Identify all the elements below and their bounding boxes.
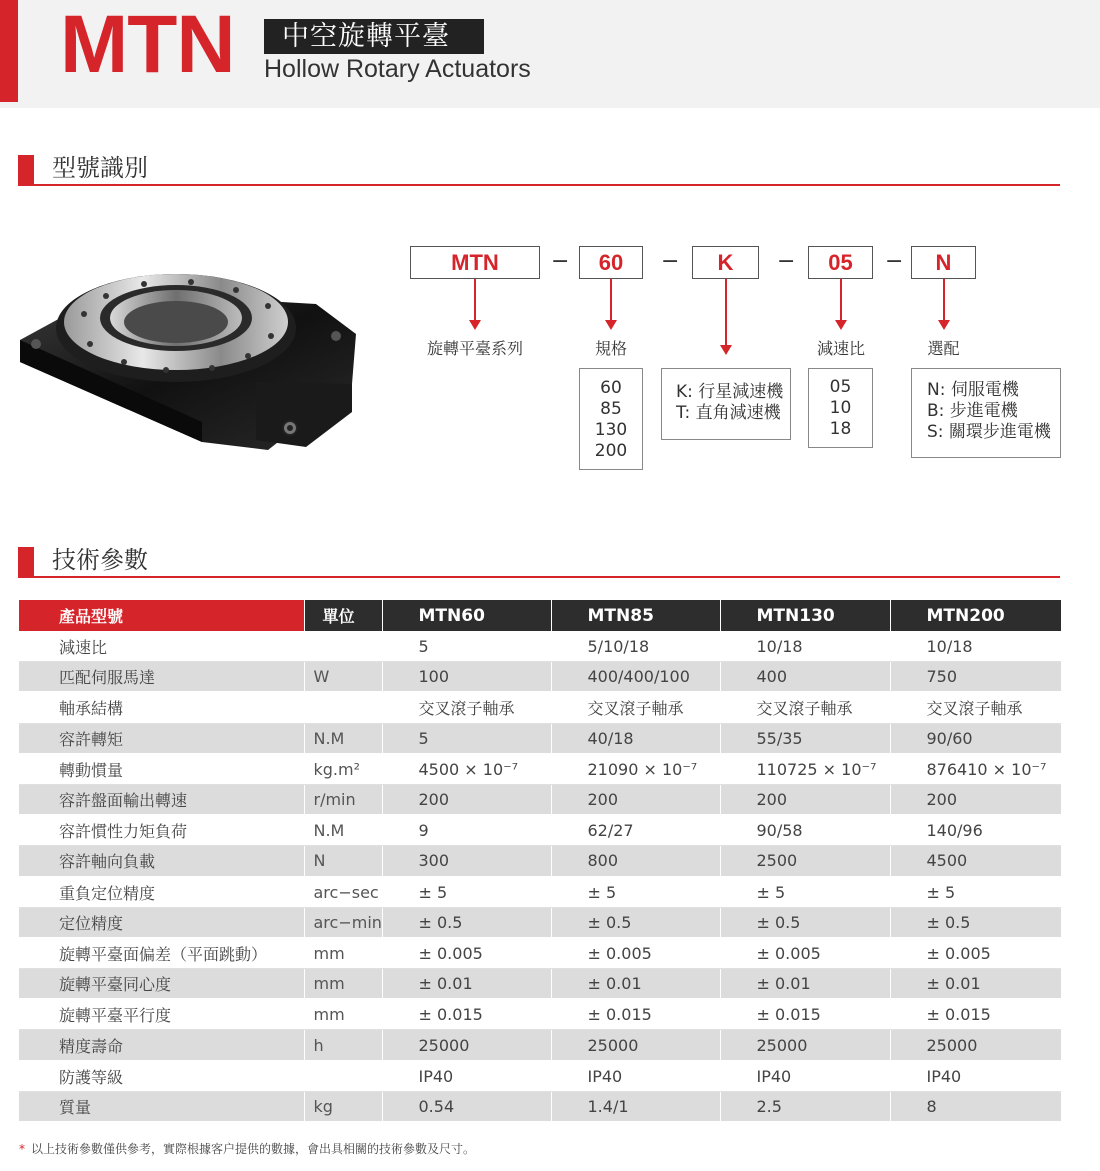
param-name-cell: 減速比 [19, 631, 304, 662]
value-cell: ± 5 [551, 877, 720, 908]
param-name-cell: 容許慣性力矩負荷 [19, 815, 304, 846]
value-cell: 10/18 [720, 631, 890, 662]
value-cell: 876410 × 10⁻⁷ [890, 754, 1061, 785]
table-row [19, 1091, 1061, 1122]
value-cell: ± 0.015 [551, 999, 720, 1030]
value-cell: 5 [382, 631, 551, 662]
label-size: 規格 [594, 339, 627, 358]
code-ratio: 05 [808, 246, 873, 279]
value-cell: 90/60 [890, 723, 1061, 754]
value-cell: 25000 [720, 1030, 890, 1061]
value-cell: 2.5 [720, 1091, 890, 1122]
label-series: 旋轉平臺系列 [426, 339, 523, 358]
table-row [19, 631, 1061, 662]
table-header-row [19, 600, 1061, 631]
option-item: 130 [594, 420, 628, 440]
param-name-cell: 精度壽命 [19, 1030, 304, 1061]
table-row [19, 784, 1061, 815]
value-cell: ± 0.01 [720, 969, 890, 1000]
section-marker [18, 547, 34, 576]
code-separator: − [661, 249, 680, 274]
param-name-cell: 旋轉平臺平行度 [19, 999, 304, 1030]
header-cell: MTN85 [551, 600, 720, 631]
value-cell: 8 [890, 1091, 1061, 1122]
arrow-line [725, 279, 727, 346]
table-row [19, 692, 1061, 723]
option-item: 10 [829, 398, 852, 418]
value-cell: 400 [720, 662, 890, 693]
value-cell: 交叉滾子軸承 [551, 692, 720, 723]
value-cell: 25000 [890, 1030, 1061, 1061]
options-reducer [661, 368, 791, 440]
table-row [19, 907, 1061, 938]
header-accent-bar [0, 0, 18, 102]
arrow-down-icon [835, 320, 847, 330]
option-item: 05 [829, 377, 852, 397]
spec-table [19, 600, 1061, 1123]
value-cell: 21090 × 10⁻⁷ [551, 754, 720, 785]
value-cell: 400/400/100 [551, 662, 720, 693]
value-cell: 62/27 [551, 815, 720, 846]
unit-cell: h [304, 1030, 382, 1061]
footnote-star: * [19, 1142, 25, 1156]
code-option: N [911, 246, 976, 279]
option-item: S: 關環步進電機 [927, 422, 1051, 442]
section-title-model: 型號識別 [52, 154, 148, 182]
value-cell: ± 0.005 [890, 938, 1061, 969]
unit-cell: arc−min [304, 907, 382, 938]
value-cell: ± 0.015 [720, 999, 890, 1030]
arrow-down-icon [605, 320, 617, 330]
value-cell: 5 [382, 723, 551, 754]
section-divider [18, 184, 1060, 186]
code-separator: − [885, 249, 904, 274]
options-ratio [808, 368, 873, 448]
footnote-text: 以上技術參數僅供參考，實際根據客户提供的數據，會出具相關的技術參數及尺寸。 [31, 1142, 476, 1156]
footnote [19, 1141, 475, 1157]
value-cell: 9 [382, 815, 551, 846]
param-name-cell: 匹配伺服馬達 [19, 662, 304, 693]
value-cell: 5/10/18 [551, 631, 720, 662]
value-cell: ± 0.5 [551, 907, 720, 938]
arrow-down-icon [469, 320, 481, 330]
unit-cell: W [304, 662, 382, 693]
title-cn: 中空旋轉平臺 [282, 21, 450, 52]
value-cell: 10/18 [890, 631, 1061, 662]
value-cell: 200 [720, 784, 890, 815]
value-cell: 25000 [382, 1030, 551, 1061]
unit-cell: mm [304, 938, 382, 969]
unit-cell: kg.m² [304, 754, 382, 785]
value-cell: ± 0.01 [382, 969, 551, 1000]
header-cell: MTN60 [382, 600, 551, 631]
value-cell: 25000 [551, 1030, 720, 1061]
section-marker [18, 155, 34, 184]
table-row [19, 969, 1061, 1000]
code-separator: − [777, 249, 796, 274]
unit-cell: r/min [304, 784, 382, 815]
value-cell: 90/58 [720, 815, 890, 846]
option-item: T: 直角減速機 [676, 403, 781, 423]
table-row [19, 723, 1061, 754]
option-item: 60 [600, 378, 622, 398]
value-cell: 110725 × 10⁻⁷ [720, 754, 890, 785]
arrow-line [840, 279, 842, 321]
table-row [19, 815, 1061, 846]
table-row [19, 877, 1061, 908]
value-cell: ± 0.005 [551, 938, 720, 969]
param-name-cell: 質量 [19, 1091, 304, 1122]
param-name-cell: 重負定位精度 [19, 877, 304, 908]
param-name-cell: 容許轉矩 [19, 723, 304, 754]
value-cell: ± 0.5 [382, 907, 551, 938]
section-title-spec: 技術參數 [52, 546, 148, 574]
value-cell: ± 0.5 [720, 907, 890, 938]
value-cell: ± 0.5 [890, 907, 1061, 938]
options-size [579, 368, 643, 470]
header-cell: 單位 [304, 600, 382, 631]
value-cell: ± 0.015 [890, 999, 1061, 1030]
value-cell: 0.54 [382, 1091, 551, 1122]
label-ratio: 減速比 [816, 339, 865, 358]
table-row [19, 999, 1061, 1030]
value-cell: ± 5 [890, 877, 1061, 908]
value-cell: 140/96 [890, 815, 1061, 846]
code-separator: − [551, 249, 570, 274]
unit-cell: N [304, 846, 382, 877]
param-name-cell: 容許軸向負載 [19, 846, 304, 877]
value-cell: ± 0.01 [890, 969, 1061, 1000]
unit-cell [304, 1061, 382, 1092]
value-cell: ± 0.005 [382, 938, 551, 969]
value-cell: 200 [890, 784, 1061, 815]
unit-cell: N.M [304, 815, 382, 846]
table-row [19, 1061, 1061, 1092]
value-cell: ± 5 [720, 877, 890, 908]
value-cell: IP40 [720, 1061, 890, 1092]
unit-cell: mm [304, 969, 382, 1000]
unit-cell [304, 692, 382, 723]
param-name-cell: 旋轉平臺同心度 [19, 969, 304, 1000]
option-item: 200 [594, 441, 628, 461]
value-cell: IP40 [382, 1061, 551, 1092]
value-cell: 200 [551, 784, 720, 815]
param-name-cell: 轉動慣量 [19, 754, 304, 785]
value-cell: 750 [890, 662, 1061, 693]
options-accessory [911, 368, 1061, 458]
value-cell: IP40 [551, 1061, 720, 1092]
value-cell: 1.4/1 [551, 1091, 720, 1122]
value-cell: 200 [382, 784, 551, 815]
brand-logo: MTN [60, 0, 235, 90]
table-row [19, 754, 1061, 785]
value-cell: 800 [551, 846, 720, 877]
header-cell: MTN130 [720, 600, 890, 631]
value-cell: IP40 [890, 1061, 1061, 1092]
arrow-line [610, 279, 612, 321]
arrow-line [943, 279, 945, 321]
value-cell: ± 0.01 [551, 969, 720, 1000]
product-image [16, 262, 366, 457]
unit-cell: arc−sec [304, 877, 382, 908]
param-name-cell: 防護等級 [19, 1061, 304, 1092]
unit-cell [304, 631, 382, 662]
code-series: MTN [410, 246, 540, 279]
code-reducer: K [692, 246, 759, 279]
section-divider [18, 576, 1060, 578]
unit-cell: kg [304, 1091, 382, 1122]
title-en: Hollow Rotary Actuators [264, 55, 531, 83]
code-size: 60 [579, 246, 643, 279]
table-row [19, 1030, 1061, 1061]
header-cell: 產品型號 [19, 600, 304, 631]
table-row [19, 662, 1061, 693]
value-cell: 55/35 [720, 723, 890, 754]
arrow-down-icon [938, 320, 950, 330]
table-row [19, 938, 1061, 969]
arrow-down-icon [720, 345, 732, 355]
table-row [19, 846, 1061, 877]
value-cell: 100 [382, 662, 551, 693]
param-name-cell: 定位精度 [19, 907, 304, 938]
value-cell: 交叉滾子軸承 [720, 692, 890, 723]
header-cell: MTN200 [890, 600, 1061, 631]
value-cell: ± 5 [382, 877, 551, 908]
value-cell: ± 0.005 [720, 938, 890, 969]
option-item: K: 行星減速機 [676, 382, 784, 402]
unit-cell: N.M [304, 723, 382, 754]
value-cell: 40/18 [551, 723, 720, 754]
unit-cell: mm [304, 999, 382, 1030]
value-cell: 300 [382, 846, 551, 877]
value-cell: 4500 [890, 846, 1061, 877]
option-item: N: 伺服電機 [927, 380, 1019, 400]
label-option: 選配 [927, 339, 960, 358]
option-item: 85 [600, 399, 622, 419]
arrow-line [474, 279, 476, 321]
value-cell: 2500 [720, 846, 890, 877]
option-item: B: 步進電機 [927, 401, 1018, 421]
param-name-cell: 軸承結構 [19, 692, 304, 723]
param-name-cell: 旋轉平臺面偏差（平面跳動） [19, 938, 304, 969]
value-cell: 交叉滾子軸承 [382, 692, 551, 723]
value-cell: ± 0.015 [382, 999, 551, 1030]
value-cell: 交叉滾子軸承 [890, 692, 1061, 723]
param-name-cell: 容許盤面輸出轉速 [19, 784, 304, 815]
option-item: 18 [829, 419, 852, 439]
value-cell: 4500 × 10⁻⁷ [382, 754, 551, 785]
